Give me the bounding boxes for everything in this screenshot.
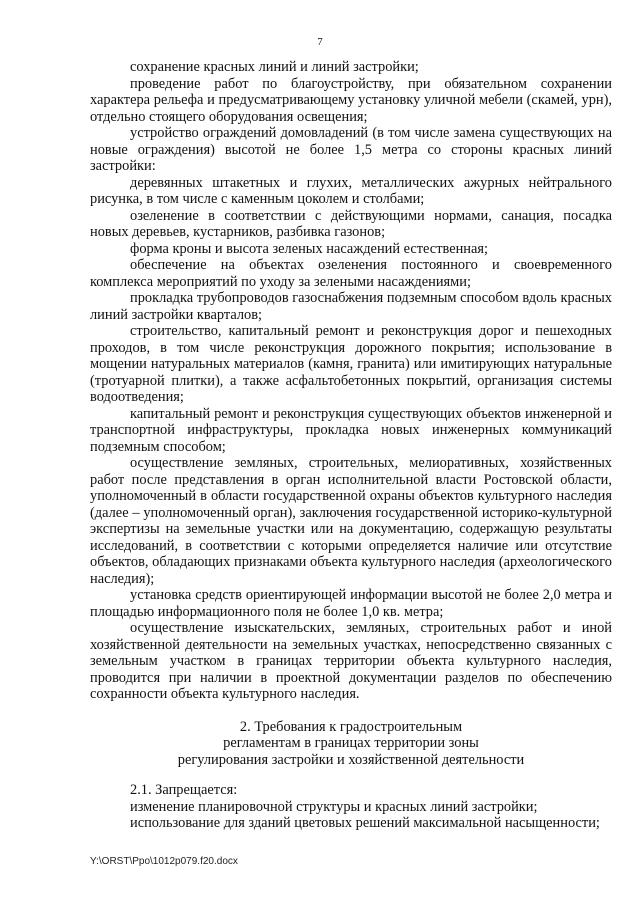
- paragraph: обеспечение на объектах озеленения постоянного и своевременного комплекса мероприятий по уходу за зелеными насаждениями;: [90, 257, 612, 290]
- paragraph: прокладка трубопроводов газоснабжения подземным способом вдоль красных линий застройки кварталов;: [90, 290, 612, 323]
- paragraph: проведение работ по благоустройству, при обязательном сохранении характера рельефа и предусматривающему установку уличной мебели (скамей, урн), отдельно стоящего оборудования освещения;: [90, 75, 612, 125]
- paragraph: осуществление земляных, строительных, мелиоративных, хозяйственных работ после представления в орган исполнительной власти Ростовской области, уполномоченный в области государственной охраны объектов культурного наследия (далее – уполномоченный орган), заключения государственной историко-культурной экспертизы на земельные участки или на документацию, содержащую результаты исследований, в соответствии с которыми определяется наличие или отсутствие объектов, обладающих признаками объекта культурного наследия (археологического наследия);: [90, 455, 612, 587]
- paragraph: установка средств ориентирующей информации высотой не более 2,0 метра и площадью информационного поля не более 1,0 кв. метра;: [90, 587, 612, 620]
- list-item: использование для зданий цветовых решений максимальной насыщенности;: [130, 815, 600, 831]
- section-heading-line: регламентам в границах территории зоны: [223, 735, 479, 751]
- paragraph: строительство, капитальный ремонт и реконструкция дорог и пешеходных проходов, в том числе реконструкция дорожного покрытия; использование в мощении натуральных материалов (камня, гранита) или имитирующих натуральные (тротуарной плитки), а также асфальтобетонных покрытий, организация системы водоотведения;: [90, 323, 612, 405]
- section-heading: [90, 719, 612, 769]
- section-heading-line: 2. Требования к градостроительным: [239, 718, 463, 735]
- section-heading-line: регулирования застройки и хозяйственной деятельности: [177, 751, 525, 768]
- paragraph: деревянных штакетных и глухих, металлических ажурных нейтрального рисунка, в том числе с каменным цоколем и столбами;: [90, 174, 612, 207]
- paragraph: капитальный ремонт и реконструкция существующих объектов инженерной и транспортной инфраструктуры, прокладка новых инженерных коммуникаций подземным способом;: [90, 405, 612, 455]
- paragraph: сохранение красных линий и линий застройки;: [130, 59, 419, 75]
- paragraph: осуществление изыскательских, земляных, строительных работ и иной хозяйственной деятельности на земельных участках, непосредственно связанных с земельным участком в границах территории объекта культурного наследия, проводится при наличии в проектной документации разделов по обеспечению сохранности объекта культурного наследия.: [90, 620, 612, 702]
- subsection-title: 2.1. Запрещается:: [130, 782, 238, 798]
- page-number: 7: [317, 36, 323, 48]
- paragraph: устройство ограждений домовладений (в том числе замена существующих на новые ограждения) высотой не более 1,5 метра со стороны красных линий застройки:: [90, 125, 612, 174]
- footer-file-path: Y:\ORST\Ppo\1012p079.f20.docx: [90, 856, 238, 867]
- paragraph: форма кроны и высота зеленых насаждений естественная;: [130, 240, 488, 257]
- list-item: изменение планировочной структуры и красных линий застройки;: [130, 798, 538, 815]
- document-body: [90, 59, 612, 832]
- paragraph: озеленение в соответствии с действующими нормами, санация, посадка новых деревьев, кустарников, разбивка газонов;: [90, 207, 612, 240]
